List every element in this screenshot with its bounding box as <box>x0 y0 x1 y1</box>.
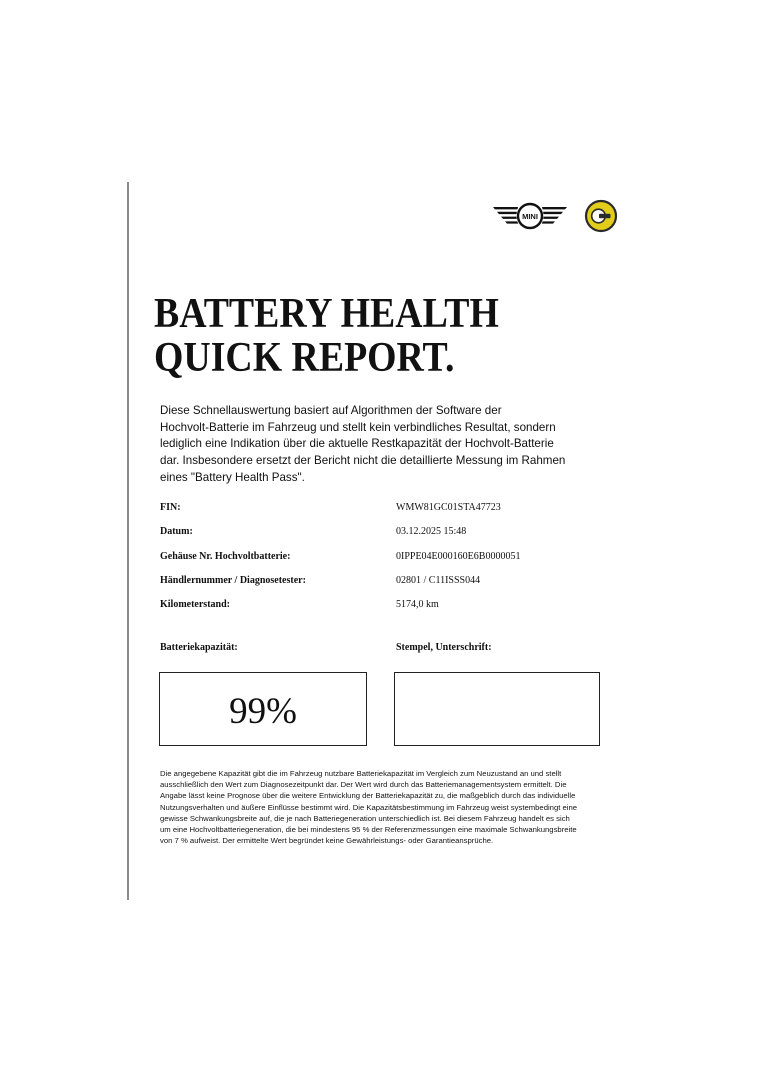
disclaimer-line: von 7 % aufweist. Der ermittelte Wert begründet keine Gewährleistungs- oder Garantieansprüche. <box>160 836 494 846</box>
logo-text: MINI <box>522 211 538 221</box>
intro-line: Diese Schnellauswertung basiert auf Algorithmen der Software der <box>160 404 502 417</box>
intro-line: dar. Insbesondere ersetzt der Bericht nicht die detaillierte Messung im Rahmen <box>160 454 566 468</box>
field-label: Kilometerstand: <box>160 599 230 611</box>
intro-line: lediglich eine Indikation über die aktuelle Restkapazität der Hochvolt-Batterie <box>160 437 554 451</box>
mini-electric-badge-icon <box>584 199 618 233</box>
field-row-kilometerstand <box>160 598 600 622</box>
logo-wing-right <box>542 207 567 224</box>
left-margin-rule <box>127 182 129 900</box>
field-value: 02801 / C11ISSS044 <box>396 574 481 586</box>
disclaimer-line: Angabe lässt keine Prognose über die weitere Entwicklung der Batteriekapazität zu, die maßgeblich durch das individuelle <box>160 791 576 801</box>
disclaimer-line: gewisse Schwankungsbreite auf, die je nach Batteriegeneration unterschiedlich ist. Bei diesem Fahrzeug handelt es sich <box>160 813 570 823</box>
disclaimer-line: ausschließlich den Wert zum Diagnosezeitpunkt dar. Der Wert wird durch das Batteriemanagementsystem ermittelt. Die <box>160 780 567 790</box>
report-fields <box>160 501 600 622</box>
logo-wing-left <box>493 207 518 224</box>
disclaimer-line: Nutzungsverhalten und äußere Einflüsse bestimmt wird. Die Kapazitätsbestimmung im Fahrzeug weist systembedingt eine <box>160 802 578 812</box>
stamp-signature-box <box>394 672 600 746</box>
field-row-datum <box>160 525 600 549</box>
intro-line: Hochvolt-Batterie im Fahrzeug und stellt kein verbindliches Resultat, sondern <box>160 420 556 434</box>
field-value: WMW81GC01STA47723 <box>396 502 501 513</box>
field-label: Datum: <box>160 526 193 538</box>
disclaimer-line: Die angegebene Kapazität gibt die im Fahrzeug nutzbare Batteriekapazität im Vergleich zum Neuzustand an und stellt <box>160 769 562 778</box>
intro-paragraph <box>160 403 565 487</box>
field-row-fin <box>160 501 600 525</box>
field-label: FIN: <box>160 502 181 513</box>
mini-wings-logo-icon <box>492 199 568 233</box>
field-value: 0IPPE04E000160E6B0000051 <box>396 550 521 562</box>
disclaimer-line: um eine Hochvoltbatteriegeneration, die bei mindestens 95 % der Referenzmessungen eine maximale Schwankungsbreite <box>160 825 577 835</box>
intro-line: eines "Battery Health Pass". <box>160 470 305 484</box>
title-line-1: BATTERY HEALTH <box>154 291 499 337</box>
field-label: Gehäuse Nr. Hochvoltbatterie: <box>160 550 291 562</box>
field-value: 03.12.2025 15:48 <box>396 526 467 538</box>
stamp-label: Stempel, Unterschrift: <box>396 642 492 653</box>
field-row-haendlernummer <box>160 574 600 598</box>
report-title <box>154 292 537 380</box>
capacity-value: 99% <box>229 691 297 732</box>
capacity-box <box>159 672 367 746</box>
field-label: Händlernummer / Diagnosetester: <box>160 574 306 586</box>
field-row-gehaeuse-nr <box>160 550 600 574</box>
capacity-label: Batteriekapazität: <box>160 642 238 653</box>
field-value: 5174,0 km <box>396 599 439 611</box>
title-line-2: QUICK REPORT. <box>154 335 455 381</box>
badge-plug-bar <box>599 214 611 218</box>
disclaimer-paragraph <box>160 768 577 846</box>
